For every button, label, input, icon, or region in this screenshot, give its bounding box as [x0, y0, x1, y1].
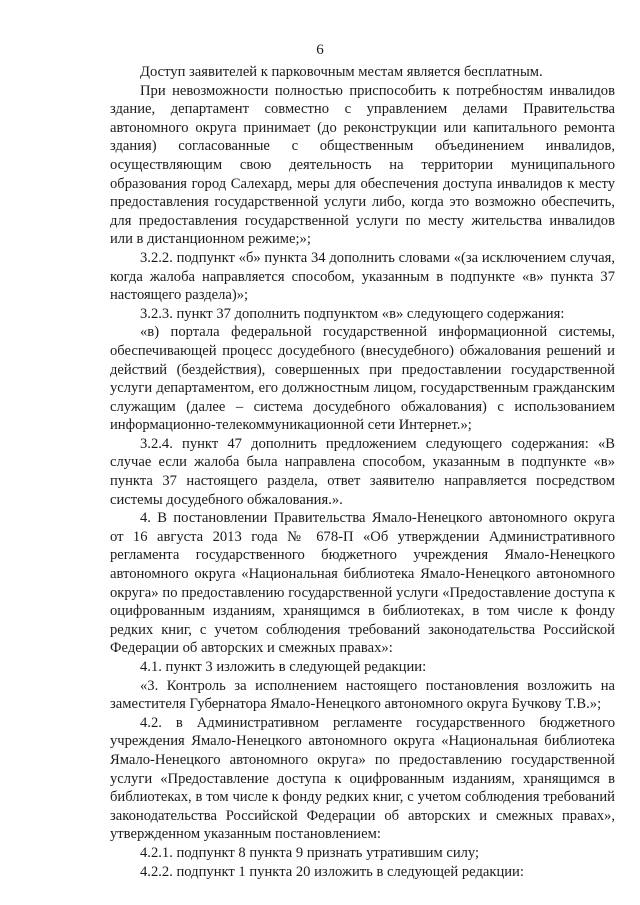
paragraph-4-2: 4.2. в Административном регламенте государственного бюджетного учреждения Ямало-Ненецкого автономного округа «Национальная библиотека Ямало-Ненецкого автономного округа» по предоставлению государственной услуги «Предоставление доступа к оцифрованным изданиям, хранящимся в библиотеках, в том числе к фонду редких книг, с учетом соблюдения требований законодательства Российской Федерации об авторских и смежных правах», утвержденном указанным постановлением:: [110, 714, 615, 843]
document-body: [110, 63, 615, 881]
paragraph-4: 4. В постановлении Правительства Ямало-Ненецкого автономного округа от 16 августа 2013 года № 678-П «Об утверждении Административного регламента государственного бюджетного учреждения Ямало-Ненецкого автономного округа «Национальная библиотека Ямало-Ненецкого автономного округа» по предоставлению государственной услуги «Предоставление доступа к оцифрованным изданиям, хранящимся в библиотеках, в том числе к фонду редких книг, с учетом соблюдения требований законодательства Российской Федерации об авторских и смежных правах»:: [110, 510, 615, 657]
paragraph-disability-measures: При невозможности полностью приспособить к потребностям инвалидов здание, департамент совместно с управлением делами Правительства автономного округа принимает (до реконструкции или капитального ремонта здания) согласованные с общественным объединением инвалидов, осуществляющим свою деятельность на территории муниципального образования город Салехард, меры для обеспечения доступа инвалидов к месту предоставления государственной услуги либо, когда это возможно обеспечить, для предоставления государственной услуги по месту жительства инвалидов или в дистанционном режиме;»;: [110, 82, 615, 248]
paragraph-parking-access: Доступ заявителей к парковочным местам является бесплатным.: [140, 64, 543, 80]
paragraph-4-2-2: 4.2.2. подпункт 1 пункта 20 изложить в следующей редакции:: [140, 863, 524, 880]
paragraph-control-clause: «3. Контроль за исполнением настоящего постановления возложить на заместителя Губернатора Ямало-Ненецкого автономного округа Бучкову Т.В.»;: [110, 677, 615, 713]
paragraph-3-2-2: 3.2.2. подпункт «б» пункта 34 дополнить словами «(за исключением случая, когда жалоба направляется способом, указанным в подпункте «в» пункта 37 настоящего раздела)»;: [110, 249, 615, 304]
paragraph-4-2-1: 4.2.1. подпункт 8 пункта 9 признать утратившим силу;: [140, 844, 480, 861]
page-number: 6: [316, 42, 324, 58]
paragraph-subitem-v: «в) портала федеральной государственной информационной системы, обеспечивающей процесс досудебного (внесудебного) обжалования решений и действий (бездействия), совершенных при предоставлении государственной услуги департаментом, его должностным лицом, государственным гражданским служащим (далее – система досудебного обжалования) с использованием информационно-телекоммуникационной сети Интернет.»;: [110, 324, 615, 434]
paragraph-3-2-4: 3.2.4. пункт 47 дополнить предложением следующего содержания: «В случае если жалоба была направлена способом, указанным в подпункте «в» пункта 37 настоящего раздела, ответ заявителю направляется посредством системы досудебного обжалования.».: [110, 435, 615, 508]
paragraph-4-1: 4.1. пункт 3 изложить в следующей редакции:: [140, 659, 427, 675]
paragraph-3-2-3: 3.2.3. пункт 37 дополнить подпунктом «в» следующего содержания:: [140, 305, 565, 322]
